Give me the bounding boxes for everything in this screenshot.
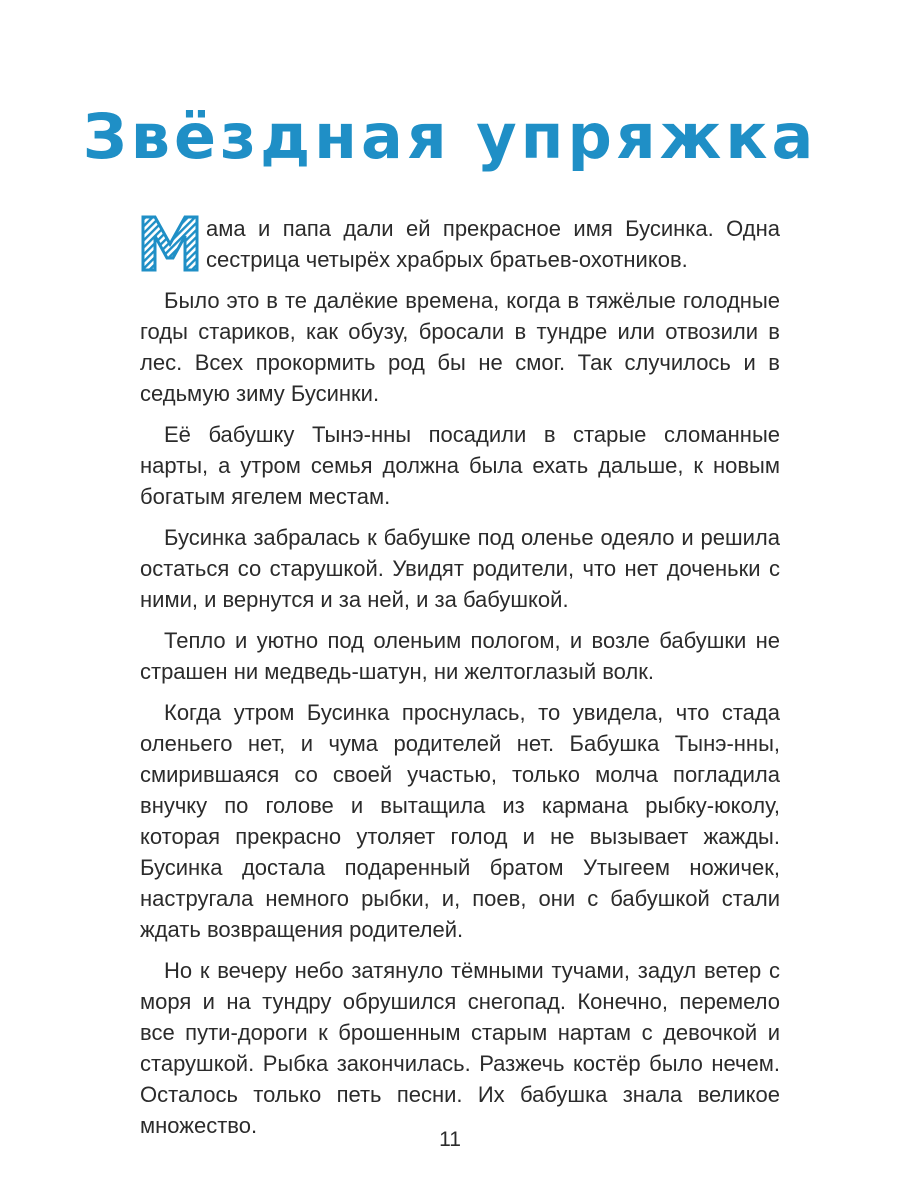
story-text (140, 213, 780, 1151)
dropcap-ornament (140, 214, 200, 272)
paragraph-5: Тепло и уютно под оленьим пологом, и возле бабушки не страшен ни медведь-шатун, ни желтоглазый волк. (140, 628, 780, 684)
dropcap-m-icon (140, 214, 200, 272)
paragraph-2: Было это в те далёкие времена, когда в тяжёлые голодные годы стариков, как обузу, бросали в тундре или отвозили в лес. Всех прокормить род бы не смог. Так случилось и в седьмую зиму Бусинки. (140, 288, 780, 406)
paragraph-1 (140, 213, 780, 275)
paragraph-3: Её бабушку Тынэ-нны посадили в старые сломанные нарты, а утром семья должна была ехать дальше, к новым богатым ягелем местам. (140, 422, 780, 509)
paragraph-7: Но к вечеру небо затянуло тёмными тучами, задул ветер с моря и на тундру обрушился снегопад. Конечно, перемело все пути-дороги к брошенным старым нартам с девочкой и старушкой. Рыбка закончилась. Разжечь костёр было нечем. Осталось только петь песни. Их бабушка знала великое множество. (140, 958, 780, 1138)
dropcap-letter (140, 214, 141, 215)
paragraph-4: Бусинка забралась к бабушке под оленье одеяло и решила остаться со старушкой. Увидят родители, что нет доченьки с ними, и вернутся и за ней, и за бабушкой. (140, 525, 780, 612)
page-number: 11 (439, 1128, 461, 1151)
page-title: Звёздная упряжка (82, 100, 818, 173)
paragraph-6: Когда утром Бусинка проснулась, то увидела, что стада оленьего нет, и чума родителей нет. Бабушка Тынэ-нны, смирившаяся со своей участью, только молча погладила внучку по голове и вытащила из кармана рыбку-юколу, которая прекрасно утоляет голод и не вызывает жажды. Бусинка достала подаренный братом Утыгеем ножичек, настругала немного рыбки, и, поев, они с бабушкой стали ждать возвращения родителей. (140, 700, 780, 942)
paragraph-1-text: ама и папа дали ей прекрасное имя Бусинка. Одна сестрица четырёх храбрых братьев-охотников. (206, 216, 780, 272)
